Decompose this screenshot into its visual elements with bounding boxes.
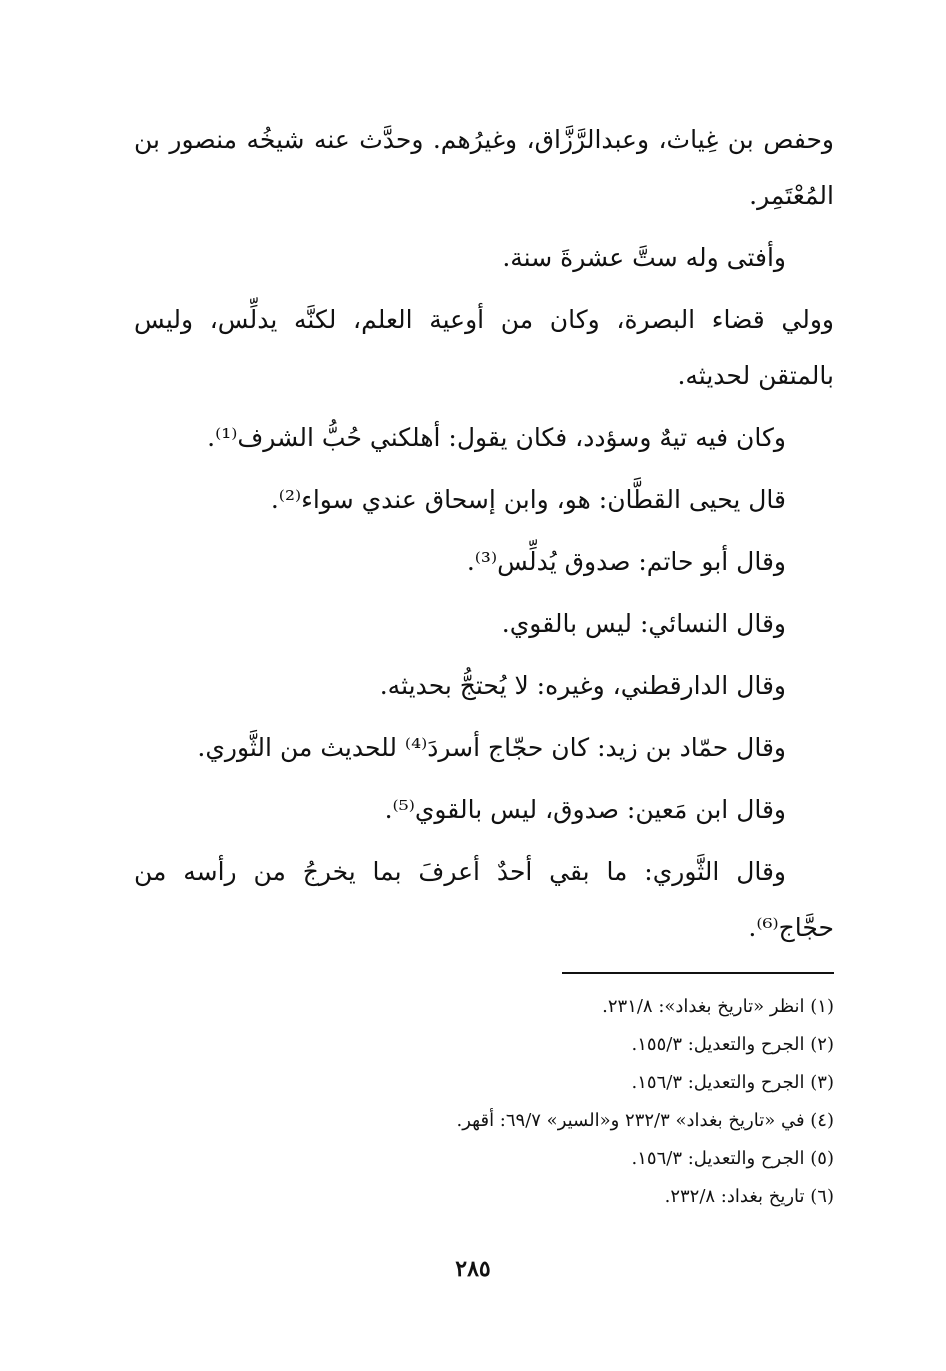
paragraph: وأفتى وله ستَّ عشرةَ سنة. — [502, 243, 786, 272]
footnote: (٥) الجرح والتعديل: ١٥٦/٣. — [631, 1148, 834, 1169]
footnote-divider — [562, 972, 834, 974]
paragraph: وكان فيه تيهٌ وسؤدد، فكان يقول: أهلكني حُبُّ الشرف⁽¹⁾. — [207, 423, 786, 452]
paragraph: وقال النسائي: ليس بالقوي. — [501, 609, 786, 638]
page-number: ٢٨٥ — [455, 1256, 491, 1282]
paragraph: وحفص بن غِياث، وعبدالرَّزَّاق، وغيرُهم. وحدَّث عنه شيخُه منصور بن المُعْتَمِر. — [134, 125, 834, 210]
footnotes — [134, 988, 834, 1216]
paragraph: قال يحيى القطَّان: هو، وابن إسحاق عندي سواء⁽²⁾. — [270, 485, 786, 514]
main-text — [134, 112, 834, 962]
footnote: (٢) الجرح والتعديل: ١٥٥/٣. — [631, 1034, 834, 1055]
paragraph: وقال الثَّوري: ما بقي أحدٌ أعرفَ بما يخرجُ من رأسه من حجَّاج⁽⁶⁾. — [134, 857, 834, 942]
paragraph: وقال أبو حاتم: صدوق يُدلِّس⁽³⁾. — [466, 547, 786, 576]
footnote: (١) انظر «تاريخ بغداد»: ٢٣١/٨. — [602, 996, 834, 1017]
paragraph: وقال حمّاد بن زيد: كان حجّاج أسردَ⁽⁴⁾ للحديث من الثَّوري. — [197, 733, 786, 762]
paragraph: وقال ابن مَعين: صدوق، ليس بالقوي⁽⁵⁾. — [384, 795, 786, 824]
paragraph: وولي قضاء البصرة، وكان من أوعية العلم، لكنَّه يدلِّس، وليس بالمتقن لحديثه. — [134, 305, 834, 390]
footnote: (٦) تاريخ بغداد: ٢٣٢/٨. — [664, 1186, 834, 1207]
footnote: (٣) الجرح والتعديل: ١٥٦/٣. — [631, 1072, 834, 1093]
paragraph: وقال الدارقطني، وغيره: لا يُحتجُّ بحديثه. — [379, 671, 786, 700]
footnote: (٤) في «تاريخ بغداد» ٢٣٢/٣ و«السير» ٦٩/٧: أقهر. — [456, 1110, 834, 1131]
